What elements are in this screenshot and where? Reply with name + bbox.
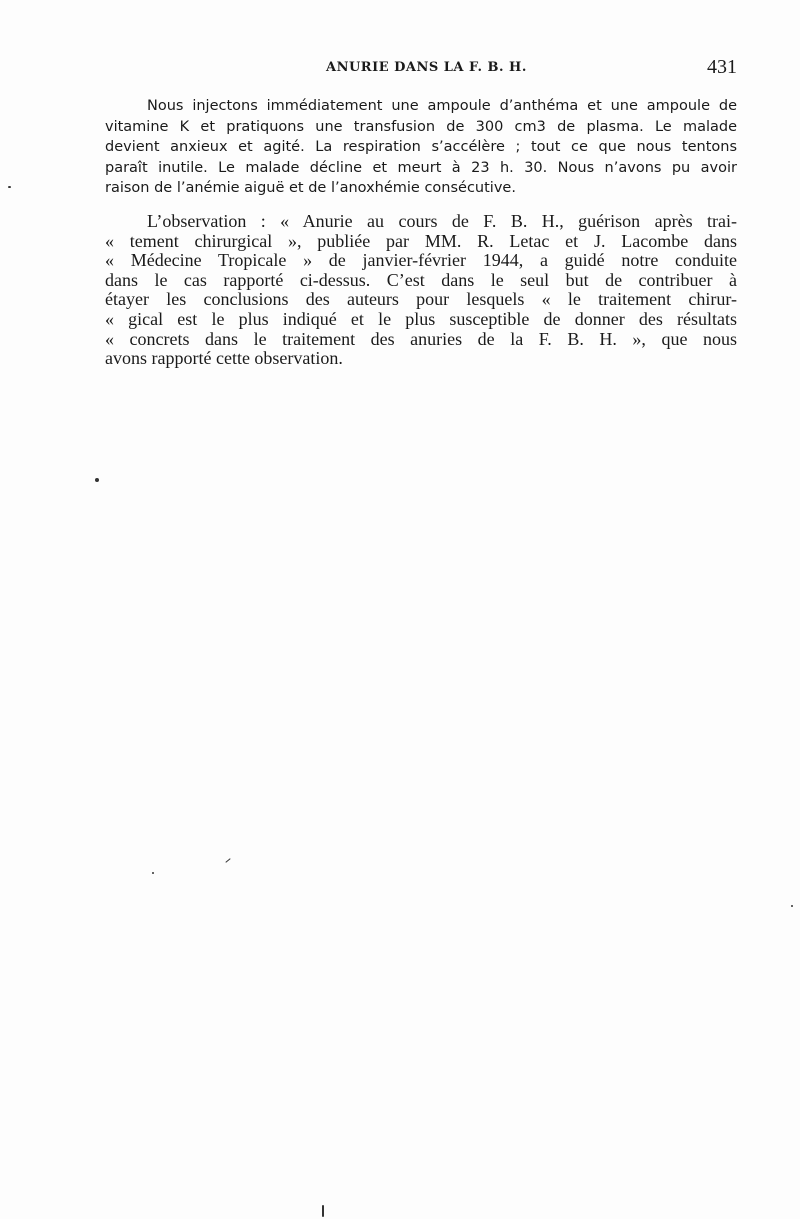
scan-speck <box>8 186 11 188</box>
text-line: raison de l’anémie aiguë et de l’anoxhémie consécutive. <box>105 180 516 196</box>
page-number: 431 <box>707 56 737 78</box>
text-line: Nous injectons immédiatement une ampoule d’anthéma et une ampoule de <box>147 98 737 114</box>
scan-speck <box>791 905 793 907</box>
text-line: avons rapporté cette observation. <box>105 348 343 369</box>
paragraph-case-report <box>105 96 737 199</box>
paragraph-observation <box>105 212 737 369</box>
text-line: étayer les conclusions des auteurs pour lesquels « le traitement chirur- <box>105 289 737 310</box>
text-line: devient anxieux et agité. La respiration s’accélère ; tout ce que nous tentons <box>105 139 737 155</box>
text-line: « gical est le plus indiqué et le plus susceptible de donner des résultats <box>105 308 737 329</box>
scan-speck <box>95 478 99 482</box>
text-line: dans le cas rapporté ci-dessus. C’est dans le seul but de contribuer à <box>105 269 737 290</box>
scan-speck <box>152 872 154 874</box>
text-line: L’observation : « Anurie au cours de F. B. H., guérison après trai- <box>147 211 737 231</box>
running-title: ANURIE DANS LA F. B. H. <box>326 60 527 75</box>
scan-speck <box>225 858 230 863</box>
scan-speck <box>322 1205 324 1217</box>
text-line: « concrets dans le traitement des anuries de la F. B. H. », que nous <box>105 328 737 349</box>
text-line: « Médecine Tropicale » de janvier-février 1944, a guidé notre conduite <box>105 250 737 271</box>
text-line: vitamine K et pratiquons une transfusion de 300 cm3 de plasma. Le malade <box>105 118 737 135</box>
page-header <box>0 56 800 80</box>
text-line: paraît inutile. Le malade décline et meurt à 23 h. 30. Nous n’avons pu avoir <box>105 159 737 176</box>
text-line: « tement chirurgical », publiée par MM. R. Letac et J. Lacombe dans <box>105 230 737 251</box>
